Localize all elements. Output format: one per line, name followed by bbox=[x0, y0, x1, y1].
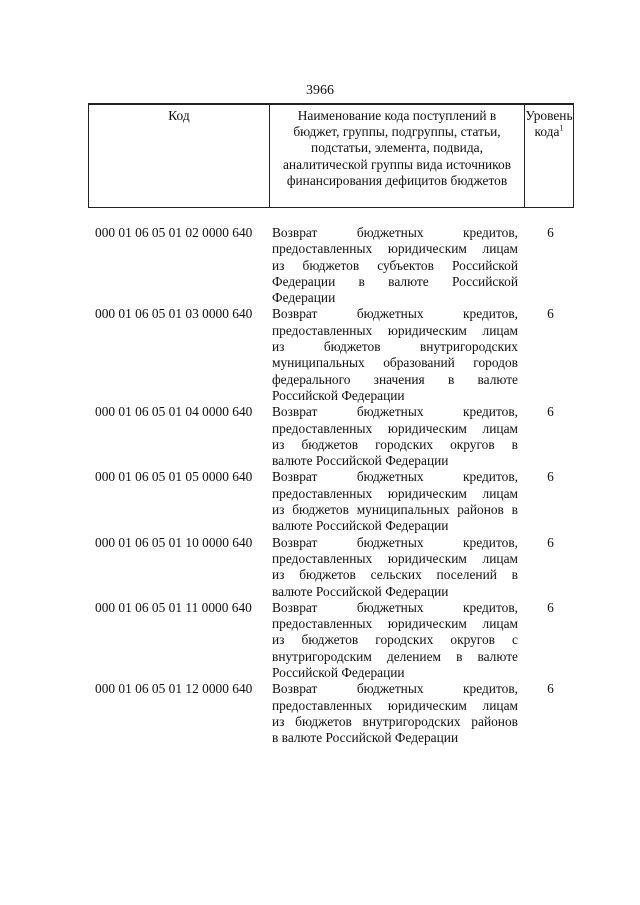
row-level: 6 bbox=[547, 225, 554, 240]
row-name-line: валюте Российской Федерации bbox=[272, 453, 449, 469]
header-level-footnote: 1 bbox=[559, 123, 564, 133]
row-name-line: из бюджетов городских округов в bbox=[272, 436, 518, 452]
row-name-line: Возврат бюджетных кредитов, bbox=[272, 306, 518, 322]
row-name-line: валюте Российской Федерации bbox=[272, 518, 449, 534]
page-number: 3966 bbox=[306, 83, 334, 98]
row-name-line: Возврат бюджетных кредитов, bbox=[272, 599, 518, 615]
row-name-line: предоставленных юридическим лицам bbox=[272, 322, 518, 338]
row-name-line: федерального значения в валюте bbox=[272, 371, 518, 387]
row-name-line: из бюджетов внутригородских районов bbox=[272, 713, 518, 729]
row-name-line: Возврат бюджетных кредитов, bbox=[272, 225, 518, 240]
row-code: 000 01 06 05 01 12 0000 640 bbox=[95, 681, 253, 697]
header-name: Наименование кода поступлений в бюджет, группы, подгруппы, статьи, подстатьи, элемента, подвида, аналитической группы вида источников финансирования дефицитов бюджетов bbox=[270, 105, 525, 207]
row-name-line: валюте Российской Федерации bbox=[272, 583, 449, 599]
row-name-line: из бюджетов внутригородских bbox=[272, 339, 518, 355]
table-row bbox=[95, 535, 575, 600]
row-level: 6 bbox=[547, 599, 554, 615]
row-name-line: в валюте Российской Федерации bbox=[272, 730, 459, 746]
table-row bbox=[95, 600, 575, 681]
row-level: 6 bbox=[547, 306, 554, 322]
row-name-line: Возврат бюджетных кредитов, bbox=[272, 404, 518, 420]
row-code: 000 01 06 05 01 11 0000 640 bbox=[95, 599, 252, 615]
row-code: 000 01 06 05 01 02 0000 640 bbox=[95, 225, 253, 240]
row-name-line: предоставленных юридическим лицам bbox=[272, 697, 518, 713]
row-level: 6 bbox=[547, 469, 554, 485]
row-name-line: Возврат бюджетных кредитов, bbox=[272, 469, 518, 485]
table-body bbox=[95, 225, 575, 747]
row-name-line: муниципальных образований городов bbox=[272, 355, 518, 371]
row-name-line: Федерации в валюте Российской bbox=[272, 273, 518, 289]
row-name bbox=[272, 681, 518, 746]
row-name bbox=[272, 469, 518, 534]
row-code: 000 01 06 05 01 05 0000 640 bbox=[95, 469, 253, 485]
row-level: 6 bbox=[547, 681, 554, 697]
header-level-label: Уровень кода bbox=[525, 108, 573, 140]
table-row bbox=[95, 469, 575, 534]
row-name-line: из бюджетов сельских поселений в bbox=[272, 567, 518, 583]
row-name-line: Российской Федерации bbox=[272, 665, 405, 681]
header-level bbox=[525, 105, 573, 207]
row-name-line: внутригородским делением в валюте bbox=[272, 648, 518, 664]
row-code: 000 01 06 05 01 10 0000 640 bbox=[95, 534, 253, 550]
row-code: 000 01 06 05 01 03 0000 640 bbox=[95, 306, 253, 322]
row-name-line: Федерации bbox=[272, 290, 336, 306]
table-row bbox=[95, 404, 575, 469]
row-name bbox=[272, 306, 518, 404]
row-name-line: из бюджетов городских округов с bbox=[272, 632, 518, 648]
row-name-line: предоставленных юридическим лицам bbox=[272, 420, 518, 436]
table-row bbox=[95, 306, 575, 404]
table-row bbox=[95, 225, 575, 306]
row-name bbox=[272, 404, 518, 469]
header-code: Код bbox=[89, 105, 270, 207]
row-name-line: предоставленных юридическим лицам bbox=[272, 616, 518, 632]
row-name-line: Возврат бюджетных кредитов, bbox=[272, 681, 518, 697]
row-name-line: предоставленных юридическим лицам bbox=[272, 485, 518, 501]
table-header bbox=[88, 103, 574, 208]
row-name bbox=[272, 535, 518, 600]
row-name bbox=[272, 225, 518, 306]
row-level: 6 bbox=[547, 404, 554, 420]
row-name-line: предоставленных юридическим лицам bbox=[272, 241, 518, 257]
row-name-line: из бюджетов субъектов Российской bbox=[272, 257, 518, 273]
row-name-line: Российской Федерации bbox=[272, 387, 405, 403]
row-level: 6 bbox=[547, 534, 554, 550]
row-code: 000 01 06 05 01 04 0000 640 bbox=[95, 404, 253, 420]
row-name-line: Возврат бюджетных кредитов, bbox=[272, 534, 518, 550]
row-name-line: из бюджетов муниципальных районов в bbox=[272, 502, 518, 518]
table-row bbox=[95, 681, 575, 746]
row-name-line: предоставленных юридическим лицам bbox=[272, 550, 518, 566]
row-name bbox=[272, 600, 518, 681]
